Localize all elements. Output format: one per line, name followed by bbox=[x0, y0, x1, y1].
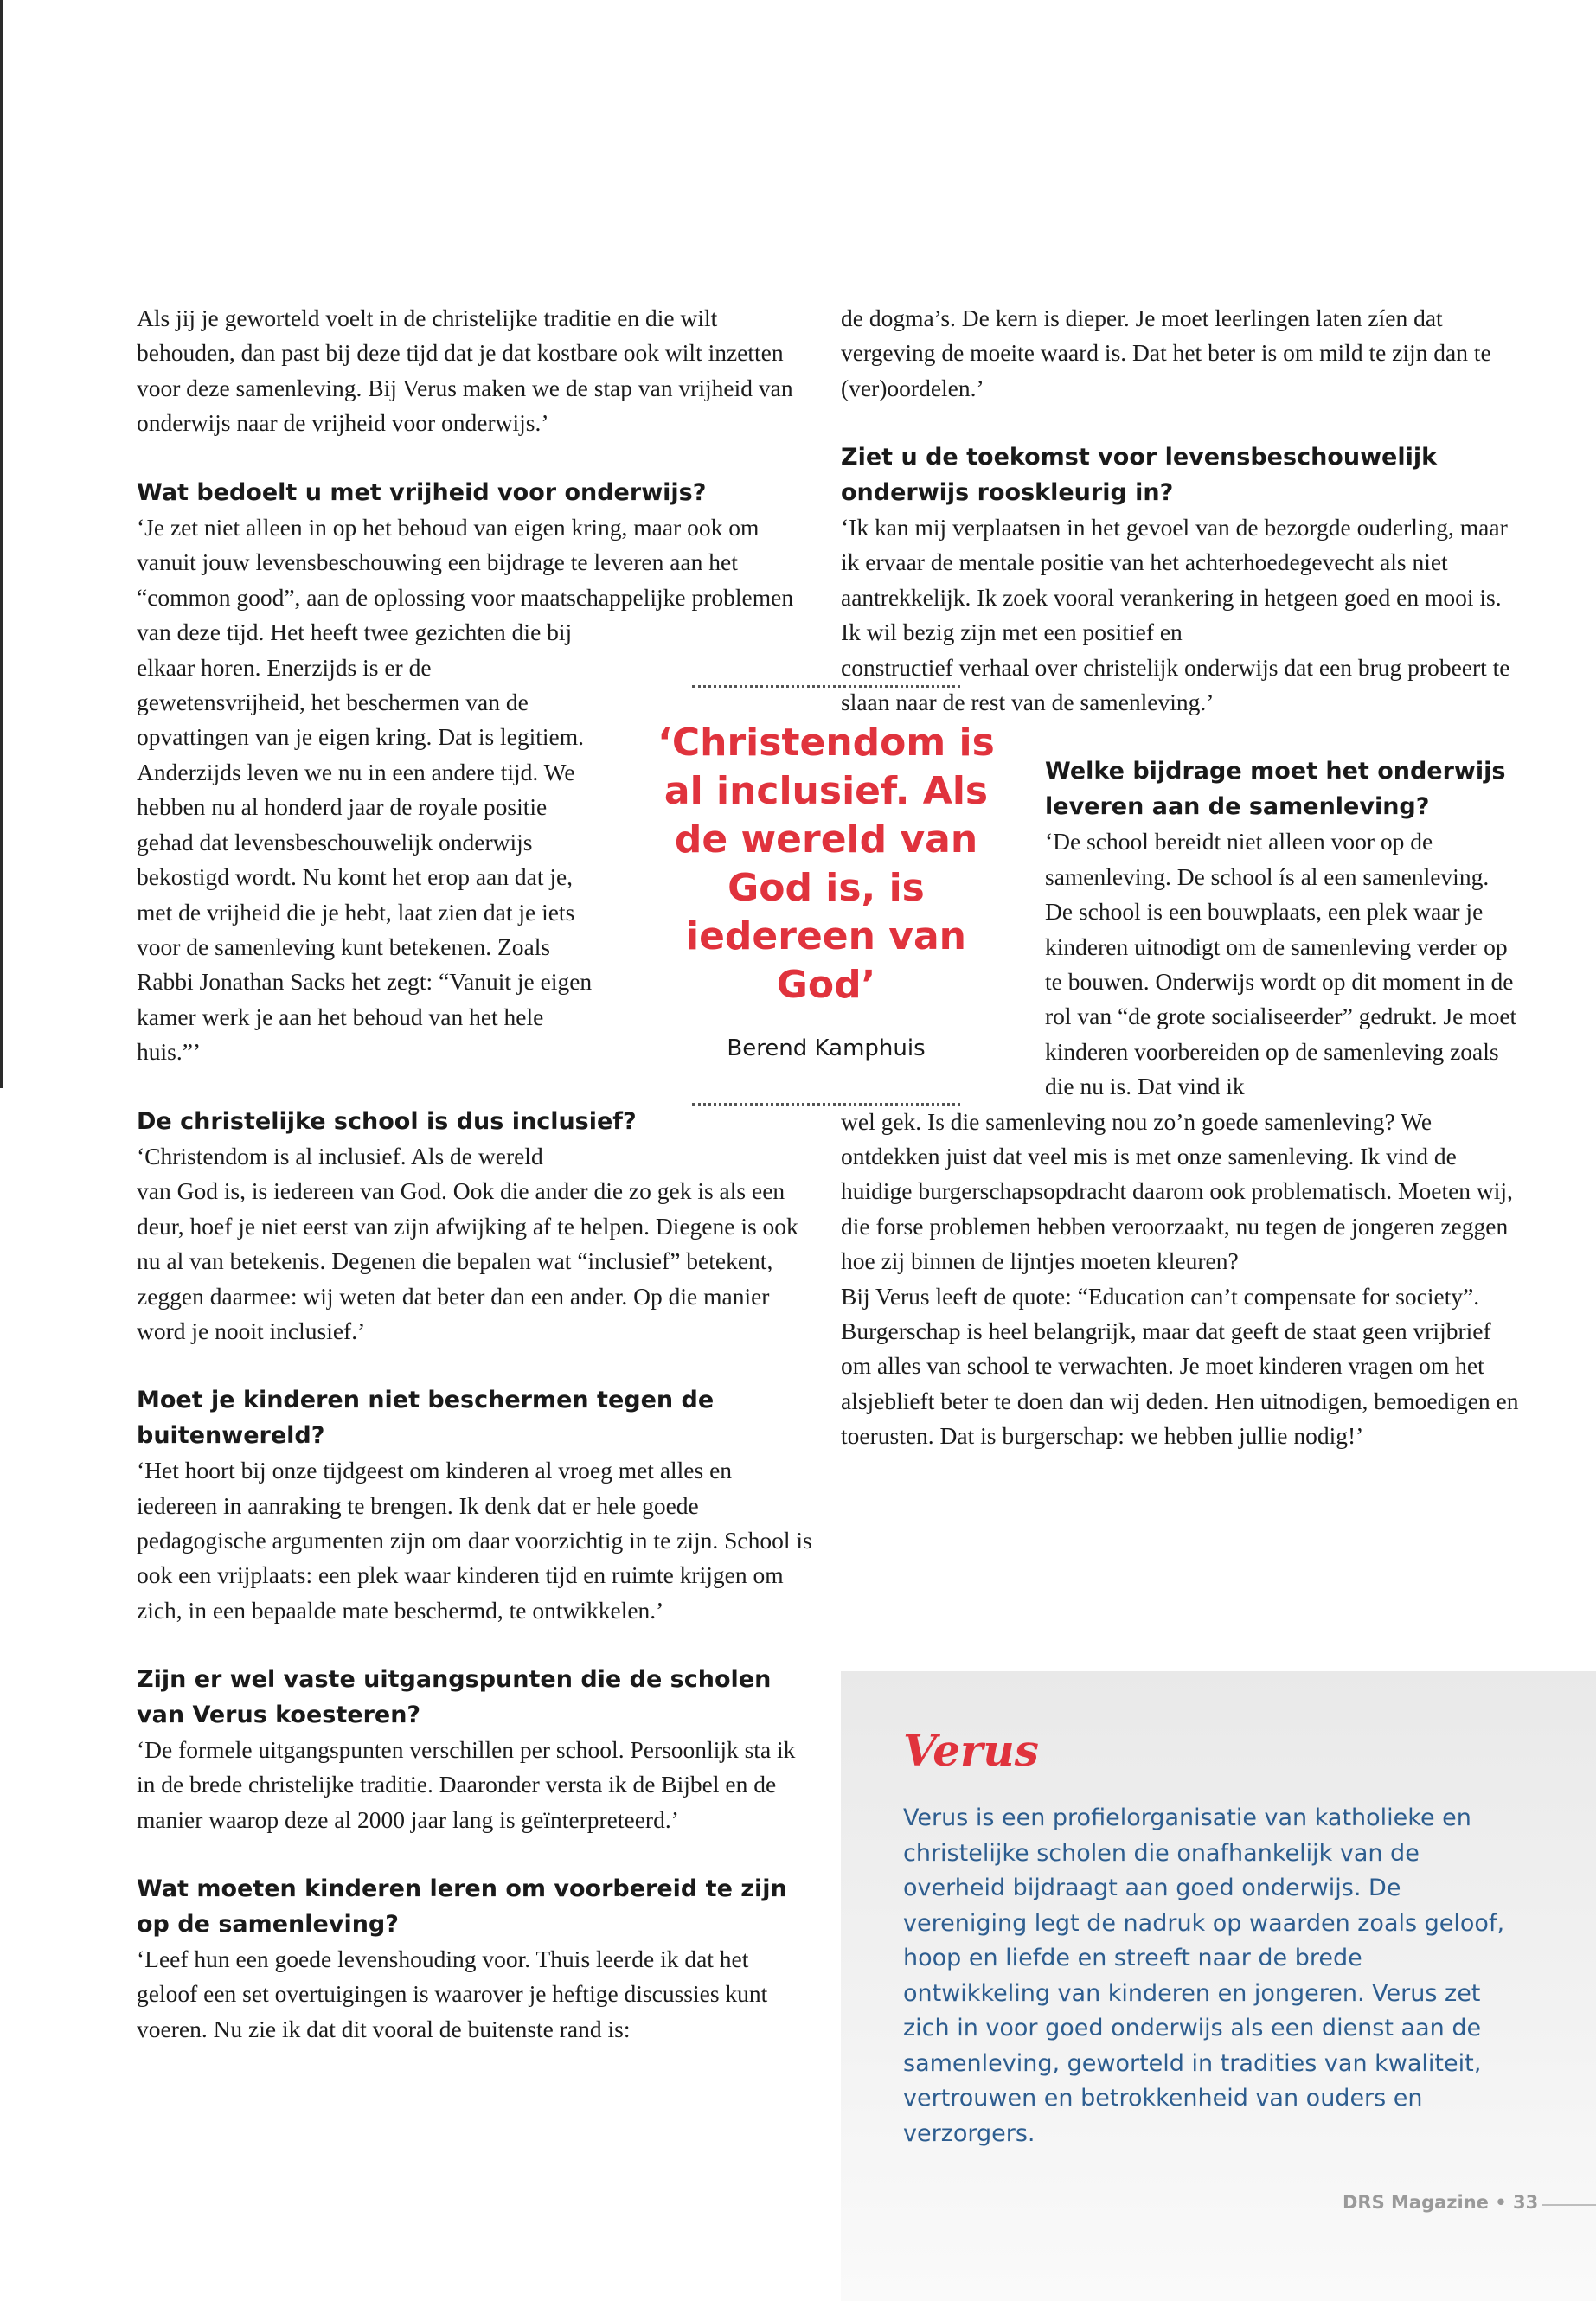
section-heading: Welke bijdrage moet het onderwijs leveren aan de samenleving? bbox=[1045, 758, 1506, 820]
intro-paragraph: Als jij je geworteld voelt in de christelijke traditie en die wilt behouden, dan past bij deze tijd dat je dat kostbare ook wilt inzetten voor deze samenleving. Bij Verus maken we de stap van vrijheid van onderwijs naar de vrijheid voor onderwijs.’ bbox=[137, 304, 793, 437]
section-heading: Ziet u de toekomst voor levensbeschouwelijk onderwijs rooskleurig in? bbox=[841, 444, 1438, 506]
section-body: Bij Verus leeft de quote: “Education can’t compensate for society”. Burgerschap is heel belangrijk, maar dat geeft de staat geen vrijbrief om alles van school te verwachten. Je moet kinderen vragen om het alsjeblieft beter te doen dan wij deden. Hen uitnodigen, bemoedigen en toerusten. Dat is burgerschap: we hebben jullie nodig!’ bbox=[841, 1282, 1519, 1450]
dotted-divider bbox=[692, 1103, 960, 1106]
dotted-divider bbox=[692, 685, 960, 688]
section-heading: De christelijke school is dus inclusief? bbox=[137, 1107, 637, 1135]
section-heading: Zijn er wel vaste uitgangspunten die de scholen van Verus koesteren? bbox=[137, 1666, 772, 1728]
section-heading: Moet je kinderen niet beschermen tegen de buitenwereld? bbox=[137, 1387, 715, 1449]
left-column bbox=[137, 301, 813, 2047]
page-edge-line bbox=[0, 0, 3, 1088]
section-body: ‘Leef hun een goede levenshouding voor. Thuis leerde ik dat het geloof een set overtuigingen is waarover je heftige discussies kunt voeren. Nu zie ik dat dit vooral de buitenste rand is: bbox=[137, 1945, 768, 2042]
section-heading: Wat bedoelt u met vrijheid voor onderwijs? bbox=[137, 478, 707, 506]
section-body: van God is, is iedereen van God. Ook die ander die zo gek is als een deur, hoef je niet eerst van zijn afwijking af te helpen. Diegene is ook nu al van betekenis. Degenen die bepalen wat “inclusief” betekent, zeggen daarmee: wij weten dat beter dan een ander. Op die manier word je nooit inclusief.’ bbox=[137, 1177, 798, 1344]
verus-title: Verus bbox=[903, 1725, 1039, 1776]
footer-rule bbox=[1542, 2204, 1596, 2206]
section-body-wrapped: elkaar horen. Enerzijds is er de gewetensvrijheid, het beschermen van de opvattingen van je eigen kring. Dat is legitiem. Anderzijds leven we nu in een andere tijd. We hebben nu al honderd jaar de royale positie gehad dat levensbeschouwelijk onderwijs bekostigd wordt. Nu komt het erop aan dat je, met de vrijheid die je hebt, laat zien dat je iets voor de samenleving kunt betekenen. Zoals Rabbi Jonathan Sacks het zegt: “Vanuit je eigen kamer werk je aan het behoud van het hele huis.”’ bbox=[137, 653, 593, 1066]
page-number: 33 bbox=[1513, 2192, 1539, 2213]
pull-quote-author: Berend Kamphuis bbox=[727, 1035, 926, 1061]
section-body-wrapped: ‘De school bereidt niet alleen voor op de samenleving. De school ís al een samenleving. De school is een bouwplaats, een plek waar je kinderen uitnodigt om de samenleving verder op te bouwen. Onderwijs wordt op dit moment in de rol van “de grote socialiseerder” gedrukt. Je moet kinderen voorbereiden op de samenleving zoals die nu is. Dat vind ik bbox=[1045, 828, 1517, 1100]
section-heading: Wat moeten kinderen leren om voorbereid te zijn op de samenleving? bbox=[137, 1875, 787, 1938]
section-body: ‘De formele uitgangspunten verschillen per school. Persoonlijk sta ik in de brede christelijke traditie. Daaronder versta ik de Bijbel en de manier waarop deze al 2000 jaar lang is geïnterpreteerd.’ bbox=[137, 1736, 796, 1833]
section-body-wrapped: constructief verhaal over christelijk onderwijs dat een brug probeert te slaan naar de rest van de samenleving.’ bbox=[841, 653, 1510, 716]
section-body-wrapped: ‘Christendom is al inclusief. Als de wereld bbox=[137, 1142, 543, 1170]
section-body: ‘Je zet niet alleen in op het behoud van eigen kring, maar ook om vanuit jouw levensbeschouwing een bijdrage te leveren aan het “common good”, aan de oplossing voor maatschappelijke problemen van deze tijd. Het heeft twee gezichten die bij bbox=[137, 514, 794, 646]
pull-quote-text: ‘Christendom is al inclusief. Als de wereld van God is, is iedereen van God’ bbox=[657, 721, 995, 1007]
verus-description: Verus is een profielorganisatie van katholieke en christelijke scholen die onafhankelijk van de overheid bijdraagt aan goed onderwijs. De vereniging legt de nadruk op waarden zoals geloof, hoop en liefde en streeft naar de brede ontwikkeling van kinderen en jongeren. Verus zet zich in voor goed onderwijs als een dienst aan de samenleving, geworteld in tradities van kwaliteit, vertrouwen en betrokkenheid van ouders en verzorgers. bbox=[903, 1804, 1505, 2147]
page-footer bbox=[1343, 2192, 1538, 2213]
magazine-name: DRS Magazine bbox=[1343, 2192, 1489, 2213]
pull-quote bbox=[653, 685, 999, 1106]
intro-paragraph: de dogma’s. De kern is dieper. Je moet leerlingen laten zíen dat vergeving de moeite waard is. Dat het beter is om mild te zijn dan te (ver)oordelen.’ bbox=[841, 304, 1491, 401]
section-body: ‘Het hoort bij onze tijdgeest om kinderen al vroeg met alles en iedereen in aanraking te brengen. Ik denk dat er hele goede pedagogische argumenten zijn om daar voorzichtig in te zijn. School is ook een vrijplaats: een plek waar kinderen tijd en ruimte krijgen om zich, in een bepaalde mate beschermd, te ontwikkelen.’ bbox=[137, 1457, 812, 1624]
section-body: wel gek. Is die samenleving nou zo’n goede samenleving? We ontdekken juist dat veel mis is met onze samenleving. Ik vind de huidige burgerschapsopdracht daarom ook problematisch. Moeten wij, die forse problemen hebben veroorzaakt, nu tegen de jongeren zeggen hoe zij binnen de lijntjes moeten kleuren? bbox=[841, 1107, 1513, 1275]
footer-separator: • bbox=[1495, 2192, 1507, 2213]
section-body: ‘Ik kan mij verplaatsen in het gevoel van de bezorgde ouderling, maar ik ervaar de mentale positie van het achterhoedegevecht als niet aantrekkelijk. Ik zoek vooral verankering in hetgeen goed en mooi is. Ik wil bezig zijn met een positief en bbox=[841, 514, 1508, 646]
